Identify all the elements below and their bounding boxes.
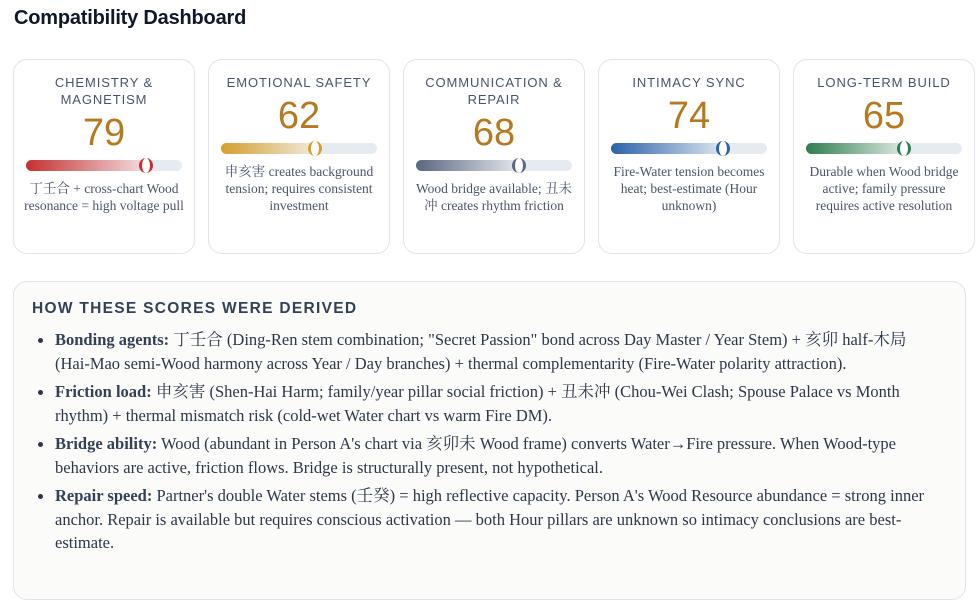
- bullet-icon: [38, 390, 43, 395]
- bullet-icon: [38, 442, 43, 447]
- score-bar: [26, 160, 182, 171]
- card-description: 丁壬合 + cross-chart Wood resonance = high voltage pull: [24, 181, 184, 213]
- score-bar-marker: [512, 158, 526, 173]
- item-text: Partner's double Water stems (壬癸) = high reflective capacity. Person A's Wood Resource abundance = strong inner anchor. Repair is available but requires conscious activation — both Hour pillars are unknown so intimacy conclusions are best-estimate.: [55, 486, 925, 552]
- score-card-chemistry: [13, 59, 195, 254]
- card-label: COMMUNICATION & REPAIR: [425, 75, 563, 107]
- card-description: Durable when Wood bridge active; family pressure requires active resolution: [809, 164, 959, 213]
- score-bar-marker: [716, 141, 730, 156]
- card-description: Wood bridge available; 丑未冲 creates rhythm friction: [416, 181, 572, 213]
- score-bar: [416, 160, 572, 171]
- derivation-item-bridge: [32, 432, 945, 479]
- card-score: 79: [82, 112, 126, 154]
- card-score: 65: [862, 95, 906, 137]
- card-description: Fire-Water tension becomes heat; best-estimate (Hour unknown): [613, 164, 765, 213]
- score-card-intimacy: [598, 59, 780, 254]
- score-card-communication: [403, 59, 585, 254]
- score-bar-fill: [806, 143, 907, 154]
- score-card-emotional-safety: [208, 59, 390, 254]
- score-bar-marker: [897, 141, 911, 156]
- derivation-item-repair: [32, 484, 945, 555]
- page-title: Compatibility Dashboard: [14, 7, 247, 29]
- score-bar: [221, 143, 377, 154]
- item-term: Repair speed:: [55, 486, 153, 505]
- bullet-icon: [38, 338, 43, 343]
- derivation-item-bonding: [32, 328, 945, 375]
- derivation-panel: [13, 281, 966, 600]
- card-label: EMOTIONAL SAFETY: [226, 75, 372, 90]
- card-label: INTIMACY SYNC: [632, 75, 746, 90]
- bullet-icon: [38, 494, 43, 499]
- card-score: 74: [667, 95, 711, 137]
- item-term: Friction load:: [55, 382, 152, 401]
- card-score: 68: [472, 112, 516, 154]
- card-label: LONG-TERM BUILD: [817, 75, 951, 90]
- score-bar-marker: [308, 141, 322, 156]
- item-term: Bridge ability:: [55, 434, 158, 453]
- derivation-title: HOW THESE SCORES WERE DERIVED: [32, 300, 358, 317]
- score-bar-marker: [139, 158, 153, 173]
- score-bar-fill: [416, 160, 522, 171]
- item-text: 丁壬合 (Ding-Ren stem combination; "Secret Passion" bond across Day Master / Year Stem) + 亥卯 half-木局 (Hai-Mao semi-Wood harmony across Year / Day branches) + thermal complementarity (Fire-Water polarity attraction).: [55, 330, 907, 373]
- item-text: 申亥害 (Shen-Hai Harm; family/year pillar social friction) + 丑未冲 (Chou-Wei Clash; Spouse Palace vs Month rhythm) + thermal mismatch risk (cold-wet Water chart vs warm Fire DM).: [55, 382, 900, 425]
- score-bar-fill: [611, 143, 726, 154]
- derivation-item-friction: [32, 380, 945, 427]
- score-bar-fill: [26, 160, 149, 171]
- score-cards: [13, 59, 966, 254]
- card-label: CHEMISTRY & MAGNETISM: [54, 75, 154, 107]
- card-description: 申亥害 creates background tension; requires consistent investment: [224, 164, 374, 213]
- derivation-list: [32, 328, 945, 555]
- item-text: Wood (abundant in Person A's chart via 亥卯未 Wood frame) converts Water→Fire pressure. When Wood-type behaviors are active, friction flows. Bridge is structurally present, not hypothetical.: [55, 434, 896, 477]
- item-term: Bonding agents:: [55, 330, 170, 349]
- card-score: 62: [277, 95, 321, 137]
- score-bar: [806, 143, 962, 154]
- score-card-long-term: [793, 59, 975, 254]
- score-bar: [611, 143, 767, 154]
- score-bar-fill: [221, 143, 318, 154]
